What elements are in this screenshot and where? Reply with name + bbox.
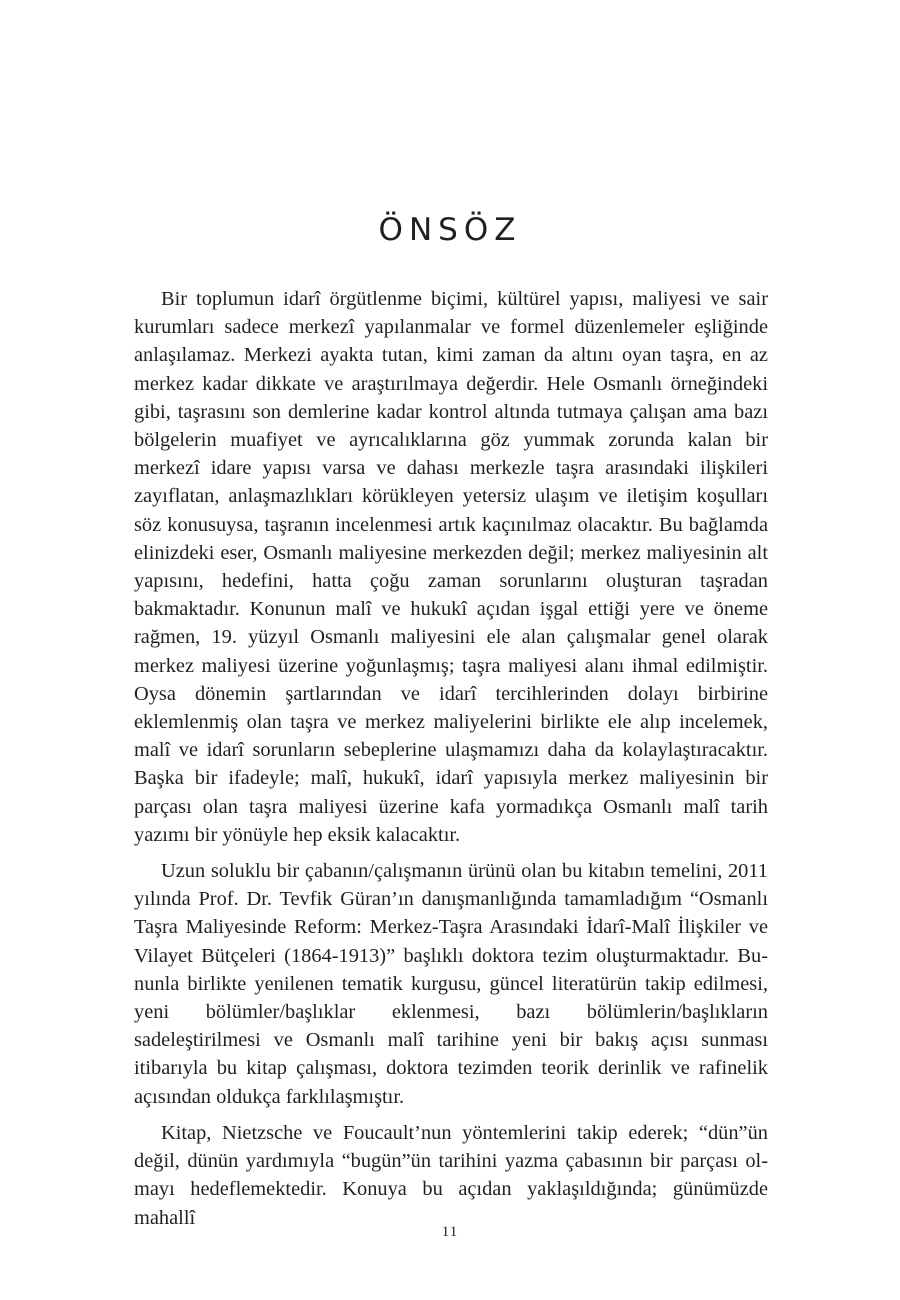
paragraph: Bir toplumun idarî örgütlenme biçimi, kültürel yapısı, maliyesi ve sair kurumları sadece merkezî yapılanmalar ve formel düzenlemeler eşliğinde anlaşılamaz. Merkezi ayakta tutan, kimi zaman da altını oyan taşra, en az merkez kadar dikkate ve araştırılmaya değerdir. Hele Osmanlı örneğindeki gibi, taşrasını son demlerine kadar kontrol altında tutmaya çalışan ama bazı bölgelerin muafiyet ve ayrıcalıklarına göz yummak zorunda kalan bir merkezî idare yapısı varsa ve dahası merkezle taşra arasındaki ilişkileri zayıflatan, anlaşmazlıkları körükleyen yetersiz ulaşım ve iletişim koşulları söz konusuysa, taşranın incelenmesi artık kaçınılmaz olacaktır. Bu bağlamda elinizdeki eser, Osmanlı maliyesine merkezden değil; merkez maliyesinin alt yapısını, hedefini, hatta çoğu zaman sorunlarını oluşturan taşradan bakmaktadır. Konunun malî ve hukukî açıdan işgal ettiği yere ve öneme rağmen, 19. yüzyıl Osmanlı maliyesini ele alan çalışmalar genel olarak merkez maliyesi üzerine yoğunlaşmış; taşra maliyesi alanı ihmal edilmiştir. Oysa dönemin şartlarından ve idarî tercihlerinden dolayı birbirine eklemlenmiş olan taşra ve merkez maliyelerini birlikte ele alıp incelemek, malî ve idarî sorunların sebeplerine ulaşmamızı daha da kolaylaştıracaktır. Başka bir ifadeyle; malî, hukukî, idarî yapısıyla merkez maliyesinin bir parçası olan taşra maliyesi üzerine kafa yormadıkça Osmanlı malî tarih yazımı bir yönüyle hep eksik kalacaktır.	[134, 288, 768, 846]
paragraph: Kitap, Nietzsche ve Foucault’nun yöntemlerini takip ederek; “dün”ün değil, dünün yardımıyla “bugün”ün tarihini yazma çabasının bir parçası olmayı hedeflemektedir. Konuya bu açıdan yaklaşıldığında; günümüzde mahallî	[134, 1121, 768, 1229]
paragraph: Uzun soluklu bir çabanın/çalışmanın ürünü olan bu kitabın temelini, 2011 yılında Prof. Dr. Tevfik Güran’ın danışmanlığında tamamladığım “Osmanlı Taşra Maliyesinde Reform: Merkez-Taşra Arasındaki İdarî-Malî İlişkiler ve Vilayet Bütçeleri (1864-1913)” başlıklı doktora tezim oluşturmaktadır. Bununla birlikte yenilenen tematik kurgusu, güncel literatürün takip edilmesi, yeni bölümler/başlıklar eklenmesi, bazı bölümlerin/başlıkların sadeleştirilmesi ve Osmanlı malî tarihine yeni bir bakış açısı sunması itibarıyla bu kitap çalışması, doktora tezimden teorik derinlik ve rafinelik açısından oldukça farklılaşmıştır.	[134, 860, 768, 1108]
page-number: 11	[441, 1224, 459, 1240]
preface-body	[134, 285, 768, 1232]
page-title: ÖNSÖZ	[378, 212, 522, 248]
